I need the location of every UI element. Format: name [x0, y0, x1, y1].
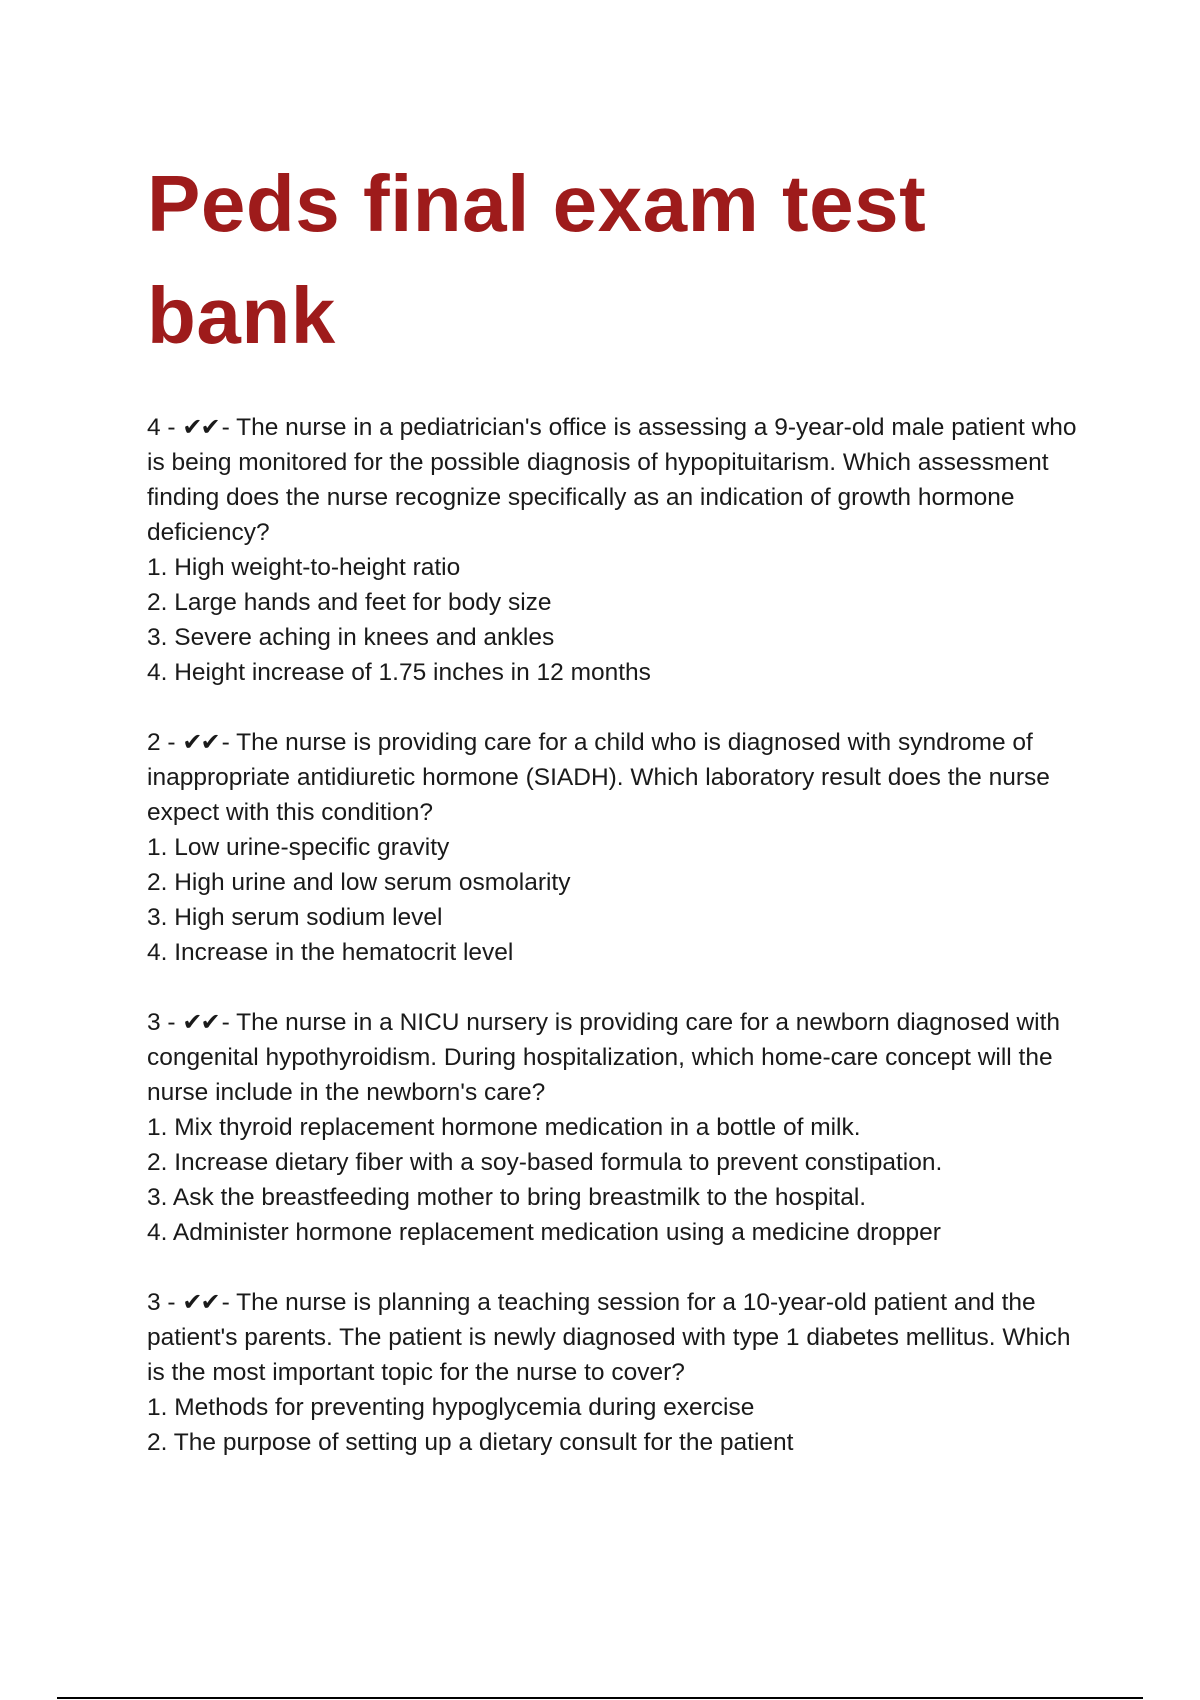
document-title: Peds final exam test bank — [147, 159, 927, 360]
question-text — [147, 725, 1087, 830]
answer-option: 2. High urine and low serum osmolarity — [147, 869, 571, 896]
answer-options — [147, 1110, 1087, 1250]
answer-option: 1. Methods for preventing hypoglycemia during exercise — [147, 1394, 755, 1421]
question-stem: - The nurse is providing care for a child who is diagnosed with syndrome of inappropriate antidiuretic hormone (SIADH). Which laboratory result does the nurse expect with this condition? — [147, 729, 1050, 826]
answer-options — [147, 1390, 1087, 1460]
question-number: 3 - — [147, 1009, 183, 1036]
question-text — [147, 410, 1087, 550]
question-stem: - The nurse is planning a teaching session for a 10-year-old patient and the patient's parents. The patient is newly diagnosed with type 1 diabetes mellitus. Which is the most important topic for the nurse to cover? — [147, 1289, 1071, 1386]
question-text — [147, 1285, 1087, 1390]
answer-option: 2. Increase dietary fiber with a soy-based formula to prevent constipation. — [147, 1149, 943, 1176]
question-number: 2 - — [147, 729, 183, 756]
question-block — [147, 410, 1087, 690]
question-block — [147, 1285, 1087, 1460]
question-number: 4 - — [147, 414, 183, 441]
page-bottom-divider — [57, 1697, 1143, 1699]
question-block — [147, 1005, 1087, 1250]
answer-options — [147, 830, 1087, 970]
checkmark-icon: ✔✔ — [182, 1288, 219, 1316]
checkmark-icon: ✔✔ — [182, 1008, 219, 1036]
checkmark-icon: ✔✔ — [182, 728, 219, 756]
answer-option: 1. High weight-to-height ratio — [147, 554, 461, 581]
question-number: 3 - — [147, 1289, 183, 1316]
answer-option: 3. High serum sodium level — [147, 904, 443, 931]
question-stem: - The nurse in a pediatrician's office is assessing a 9-year-old male patient who is being monitored for the possible diagnosis of hypopituitarism. Which assessment finding does the nurse recognize specifically as an indication of growth hormone deficiency? — [147, 414, 1077, 546]
question-block — [147, 725, 1087, 970]
answer-option: 3. Severe aching in knees and ankles — [147, 624, 555, 651]
answer-option: 2. The purpose of setting up a dietary consult for the patient — [147, 1429, 794, 1456]
question-list — [147, 410, 1087, 1495]
checkmark-icon: ✔✔ — [182, 413, 219, 441]
answer-option: 4. Increase in the hematocrit level — [147, 939, 514, 966]
answer-option: 2. Large hands and feet for body size — [147, 589, 552, 616]
question-stem: - The nurse in a NICU nursery is providing care for a newborn diagnosed with congenital hypothyroidism. During hospitalization, which home-care concept will the nurse include in the newborn's care? — [147, 1009, 1061, 1106]
answer-option: 1. Low urine-specific gravity — [147, 834, 450, 861]
answer-options — [147, 550, 1087, 690]
answer-option: 4. Height increase of 1.75 inches in 12 months — [147, 659, 651, 686]
answer-option: 1. Mix thyroid replacement hormone medication in a bottle of milk. — [147, 1114, 861, 1141]
answer-option: 4. Administer hormone replacement medication using a medicine dropper — [147, 1219, 941, 1246]
answer-option: 3. Ask the breastfeeding mother to bring breastmilk to the hospital. — [147, 1184, 867, 1211]
question-text — [147, 1005, 1087, 1110]
